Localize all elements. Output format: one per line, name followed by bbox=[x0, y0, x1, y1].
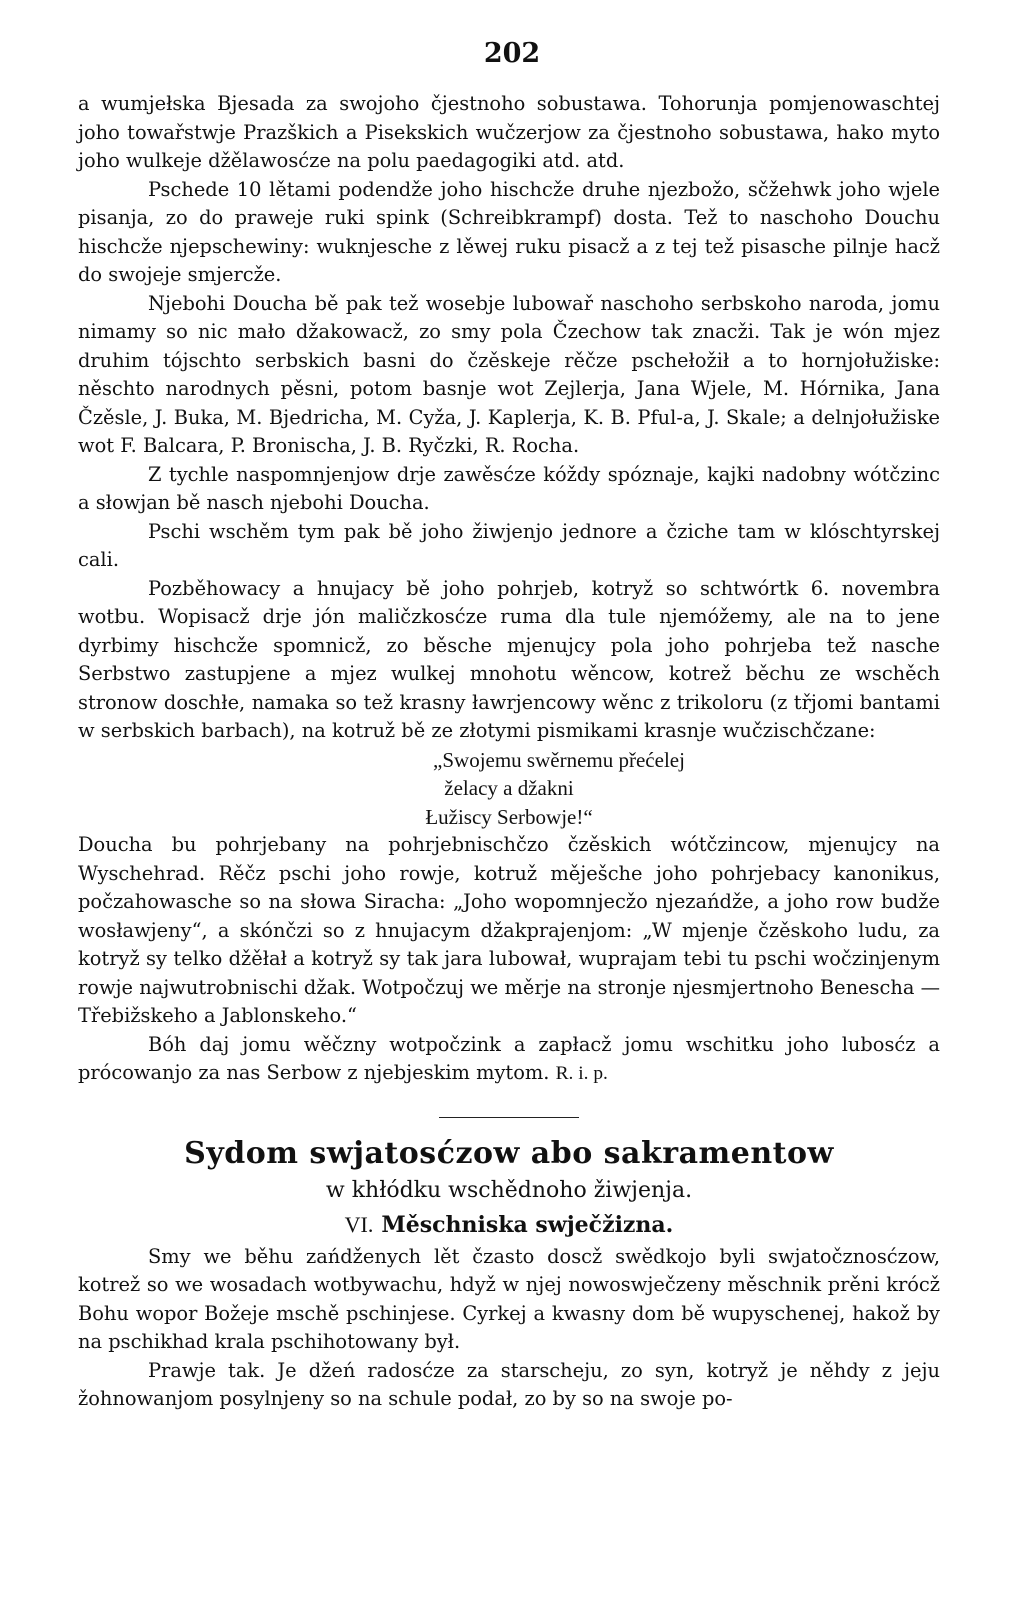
section-divider bbox=[439, 1117, 579, 1118]
paragraph: a wumjełska Bjesada za swojoho čjestnoho sobustawa. Tohorunja pomjenowaschtej joho towařstwje Prazškich a Pisekskich wučzerjow za čjestnoho sobustawa, hako myto joho wulkeje džělawosćze na polu paedagogiki atd. atd. bbox=[78, 92, 940, 172]
paragraph: Pschi wschěm tym pak bě joho žiwjenjo jednore a čziche tam w klóschtyrskej cali. bbox=[78, 519, 940, 571]
inscription-line: želacy a džakni bbox=[444, 776, 574, 800]
inscription-line: „Swojemu swěrnemu přećelej bbox=[433, 747, 685, 772]
paragraph: Prawje tak. Je džeń radosćze za starscheju, zo syn, kotryž je něhdy z jeju žohnowanjom posylnjeny so na schule podał, zo by so na swoje po- bbox=[78, 1358, 940, 1410]
paragraph: Doucha bu pohrjebany na pohrjebnischčzo čzěskich wótčzincow, mjenujcy na Wyschehrad. Rěčz pschi joho rowje, kotruž měješche joho pohrjebacy kanonikus, počzahowasche so na słowa Siracha: „Joho wopomnjecžo njezańdže, a joho row budže wosławjeny“, a skónčzi so z hnujacym džakprajenjom: „W mjenje čzěskoho ludu, za kotryž sy telko džěłał a kotryž sy tak jara lubował, wuprajam tebi tu pschi wočzinjenym rowje najwutrobnischi džak. Wotpočzuj we měrje na stronje njesmjertnoho Benescha — Třebižskeho a Jablonskeho.“ bbox=[78, 833, 940, 1027]
wreath-inscription bbox=[78, 746, 940, 832]
paragraph-text: Bóh daj jomu wěčzny wotpočzink a zapłacž jomu wschitku joho lubosćz a prócowanjo za nas Serbow z njebjeskim mytom. bbox=[78, 1032, 940, 1084]
chapter-number: VI. bbox=[344, 1211, 374, 1237]
signature-rip: R. i. p. bbox=[555, 1063, 608, 1084]
chapter-title: Měschniska swječžizna. bbox=[381, 1211, 674, 1238]
inscription-line: Łužiscy Serbowje!“ bbox=[425, 804, 593, 829]
paragraph bbox=[78, 1031, 940, 1089]
paragraph: Pozběhowacy a hnujacy bě joho pohrjeb, kotryž so schtwórtk 6. novembra wotbu. Wopisacž drje jón maličzkosćze ruma dla tule njemóžemy, ale na to jene dyrbimy hischcže spomnicž, zo běsche mjenujcy pola joho pohrjeba tež nasche Serbstwo zastupjene a mjez wulkej mnohotu wěncow, kotrež běchu ze wschěch stronow doschłe, namaka so tež krasny ławrjencowy wěnc z trikoloru (z třjomi bantami w serbskich barbach), na kotruž bě ze złotymi pismikami krasnje wučzischčzane: bbox=[78, 576, 940, 742]
section-subtitle: w khłódku wschědnoho žiwjenja. bbox=[325, 1177, 693, 1203]
document-body bbox=[78, 90, 940, 1414]
chapter-heading bbox=[78, 1208, 940, 1243]
paragraph: Njebohi Doucha bě pak tež wosebje lubowař naschoho serbskoho naroda, jomu nimamy so nic mało džakowacž, zo smy pola Čzechow tak znacži. Tak je wón mjez druhim tójschto serbskich basni do čzěskeje rěčze pschełožił a to hornjołužiske: něschto narodnych pěsni, potom basnje wot Zejlerja, Jana Wjele, M. Hórnika, Jana Čzěsle, J. Buka, M. Bjedricha, M. Cyža, J. Kaplerja, K. B. Pful-a, J. Skale; a delnjołužiske wot F. Balcara, P. Bronischa, J. B. Ryčzki, R. Rocha. bbox=[78, 291, 940, 457]
section-title: Sydom swjatosćzow abo sakramentow bbox=[184, 1135, 834, 1171]
paragraph: Smy we běhu zańdženych lět čzasto doscž swědkojo byli swjatočznosćzow, kotrež so we wosadach wotbywachu, hdyž w njej nowoswječzeny měschnik prěni krócž Bohu wopor Božeje mschě pschinjese. Cyrkej a kwasny dom bě wupyschenej, hakož by na pschikhad krala pschihotowany był. bbox=[78, 1244, 940, 1353]
page-number: 202 bbox=[483, 38, 541, 69]
paragraph: Z tychle naspomnjenjow drje zawěsćze kóždy spóznaje, kajki nadobny wótčzinc a słowjan bě nasch njebohi Doucha. bbox=[78, 462, 940, 514]
paragraph: Pschede 10 lětami podendže joho hischcže druhe njezbožo, sčžehwk joho wjele pisanja, zo do praweje ruki spink (Schreibkrampf) dosta. Tež to naschoho Douchu hischcže njepschewiny: wuknjesche z lěwej ruku pisacž a z tej tež pisasche pilnje hacž do swojeje smjercže. bbox=[78, 177, 940, 286]
